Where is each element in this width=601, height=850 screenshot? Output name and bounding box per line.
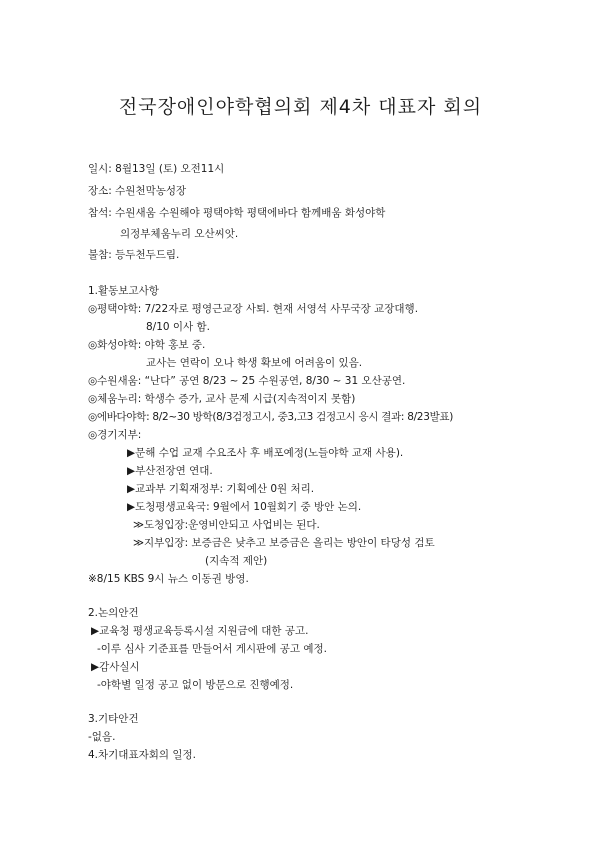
discussion-line: -야학별 일정 공고 없이 방문으로 진행예정. <box>97 679 294 691</box>
discussion-line: -이루 심사 기준표를 만들어서 게시판에 공고 예정. <box>97 643 328 655</box>
report-line: ≫지부입장: 보증금은 낮추고 보증금은 올리는 방안이 타당성 검토 <box>133 537 435 549</box>
document-title: 전국장애인야학협의회 제4차 대표자 회의 <box>118 96 483 118</box>
report-line: ▶문해 수업 교재 수요조사 후 배포예정(노들야학 교재 사용). <box>127 447 404 459</box>
report-line: ◎평택야학: 7/22자로 평영근교장 사퇴. 현재 서영석 사무국장 교장대행. <box>88 303 419 315</box>
absent-line: 불참: 등두천두드림. <box>88 249 180 261</box>
report-line: ◎수원새움: “난다” 공연 8/23 ~ 25 수원공연, 8/30 ~ 31 오산공연. <box>88 375 406 387</box>
report-line: 교사는 연락이 오나 학생 확보에 어려움이 있음. <box>146 357 363 369</box>
report-line: ≫도청입장:운영비안되고 사업비는 된다. <box>133 519 320 531</box>
report-line: 8/10 이사 함. <box>146 321 211 333</box>
attendees-line-2: 의정부체움누리 오산씨앗. <box>120 228 239 240</box>
meeting-date: 일시: 8월13일 (토) 오전11시 <box>88 163 225 175</box>
report-line: ◎화성야학: 야학 홍보 중. <box>88 339 206 351</box>
report-line: (지속적 제안) <box>205 555 268 567</box>
discussion-line: ▶감사실시 <box>91 661 140 673</box>
discussion-line: ▶교육청 평생교육등록시설 지원금에 대한 공고. <box>91 625 309 637</box>
attendees-line-1: 참석: 수원새움 수원해야 평택야학 평택에바다 함께배움 화성야학 <box>88 207 386 219</box>
section-3-heading: 3.기타안건 <box>88 713 139 725</box>
report-line: ◎경기지부: <box>88 429 142 441</box>
section-1-heading: 1.활동보고사항 <box>88 285 159 297</box>
meeting-place: 장소: 수원천막농성장 <box>88 185 187 197</box>
report-line: ◎에바다야학: 8/2~30 방학(8/3검정고시, 중3,고3 검정고시 응시 결과: 8/23발표) <box>88 411 454 423</box>
section-2-heading: 2.논의안건 <box>88 607 139 619</box>
other-line: -없음. <box>88 731 116 743</box>
report-line: ▶도청평생교육국: 9월에서 10월회기 중 방안 논의. <box>127 501 362 513</box>
section-4-heading: 4.차기대표자회의 일정. <box>88 749 196 761</box>
report-line: ※8/15 KBS 9시 뉴스 이동권 방영. <box>88 573 249 585</box>
report-line: ▶교과부 기획재정부: 기획예산 0원 처리. <box>127 483 315 495</box>
report-line: ▶부산전장연 연대. <box>127 465 213 477</box>
report-line: ◎체움누리: 학생수 증가, 교사 문제 시급(지속적이지 못함) <box>88 393 356 405</box>
